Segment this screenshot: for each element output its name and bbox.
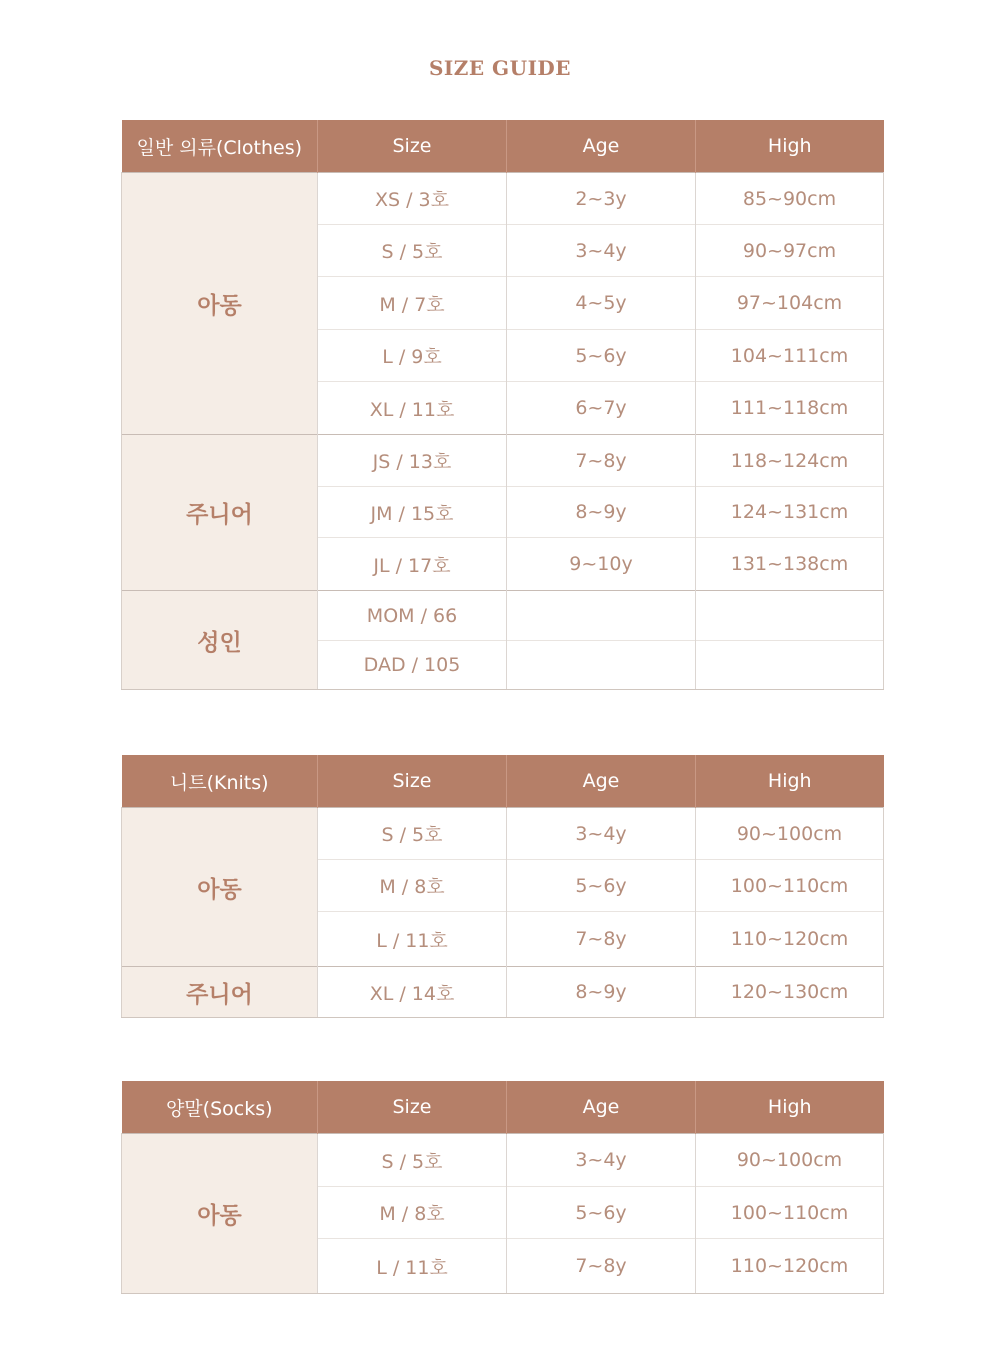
height-cell: 100~110cm: [696, 1187, 884, 1239]
height-cell: 110~120cm: [696, 912, 884, 967]
size-cell: XL / 14호: [318, 967, 507, 1018]
group-label-kids: 아동: [122, 1134, 318, 1294]
height-cell: 97~104cm: [696, 277, 884, 330]
table-row: [122, 173, 884, 225]
table-row: [122, 967, 884, 1018]
age-header: Age: [507, 755, 696, 808]
age-cell: 5~6y: [507, 1187, 696, 1239]
age-cell: 7~8y: [507, 435, 696, 487]
table-header-row: [122, 120, 884, 173]
size-cell: XS / 3호: [318, 173, 507, 225]
group-label-kids: 아동: [122, 173, 318, 435]
table-row: [122, 591, 884, 641]
high-header: High: [696, 1081, 884, 1134]
size-cell: M / 7호: [318, 277, 507, 330]
age-header: Age: [507, 120, 696, 173]
size-cell: L / 9호: [318, 330, 507, 382]
height-cell: 131~138cm: [696, 538, 884, 591]
age-cell: 3~4y: [507, 808, 696, 860]
group-label-junior: 주니어: [122, 435, 318, 591]
age-cell: 4~5y: [507, 277, 696, 330]
age-header: Age: [507, 1081, 696, 1134]
group-label-kids: 아동: [122, 808, 318, 967]
age-cell: 8~9y: [507, 967, 696, 1018]
height-cell: [696, 641, 884, 690]
height-cell: 100~110cm: [696, 860, 884, 912]
age-cell: 5~6y: [507, 860, 696, 912]
age-cell: 3~4y: [507, 225, 696, 277]
height-cell: 90~97cm: [696, 225, 884, 277]
age-cell: 6~7y: [507, 382, 696, 435]
age-cell: [507, 591, 696, 641]
size-cell: S / 5호: [318, 808, 507, 860]
category-header: 일반 의류(Clothes): [122, 120, 318, 173]
table-header-row: [122, 755, 884, 808]
size-cell: M / 8호: [318, 1187, 507, 1239]
size-cell: DAD / 105: [318, 641, 507, 690]
socks-size-table: [121, 1081, 884, 1294]
size-cell: MOM / 66: [318, 591, 507, 641]
size-cell: JM / 15호: [318, 487, 507, 538]
height-cell: 90~100cm: [696, 1134, 884, 1187]
size-header: Size: [318, 120, 507, 173]
size-cell: JS / 13호: [318, 435, 507, 487]
age-cell: 7~8y: [507, 1239, 696, 1294]
page-title: SIZE GUIDE: [428, 56, 572, 80]
age-cell: [507, 641, 696, 690]
height-cell: 124~131cm: [696, 487, 884, 538]
height-cell: 104~111cm: [696, 330, 884, 382]
high-header: High: [696, 120, 884, 173]
high-header: High: [696, 755, 884, 808]
age-cell: 2~3y: [507, 173, 696, 225]
category-header: 니트(Knits): [122, 755, 318, 808]
size-cell: XL / 11호: [318, 382, 507, 435]
knits-size-table: [121, 755, 884, 1018]
size-cell: L / 11호: [318, 1239, 507, 1294]
height-cell: 120~130cm: [696, 967, 884, 1018]
height-cell: 85~90cm: [696, 173, 884, 225]
category-header: 양말(Socks): [122, 1081, 318, 1134]
group-label-junior: 주니어: [122, 967, 318, 1018]
age-cell: 3~4y: [507, 1134, 696, 1187]
height-cell: 111~118cm: [696, 382, 884, 435]
age-cell: 5~6y: [507, 330, 696, 382]
height-cell: 118~124cm: [696, 435, 884, 487]
size-header: Size: [318, 755, 507, 808]
age-cell: 8~9y: [507, 487, 696, 538]
table-row: [122, 1134, 884, 1187]
clothes-size-table: [121, 120, 884, 690]
height-cell: 110~120cm: [696, 1239, 884, 1294]
table-row: [122, 435, 884, 487]
table-row: [122, 808, 884, 860]
height-cell: 90~100cm: [696, 808, 884, 860]
size-header: Size: [318, 1081, 507, 1134]
size-cell: S / 5호: [318, 225, 507, 277]
size-cell: L / 11호: [318, 912, 507, 967]
size-cell: M / 8호: [318, 860, 507, 912]
age-cell: 7~8y: [507, 912, 696, 967]
size-cell: S / 5호: [318, 1134, 507, 1187]
size-cell: JL / 17호: [318, 538, 507, 591]
table-header-row: [122, 1081, 884, 1134]
age-cell: 9~10y: [507, 538, 696, 591]
height-cell: [696, 591, 884, 641]
group-label-adult: 성인: [122, 591, 318, 690]
